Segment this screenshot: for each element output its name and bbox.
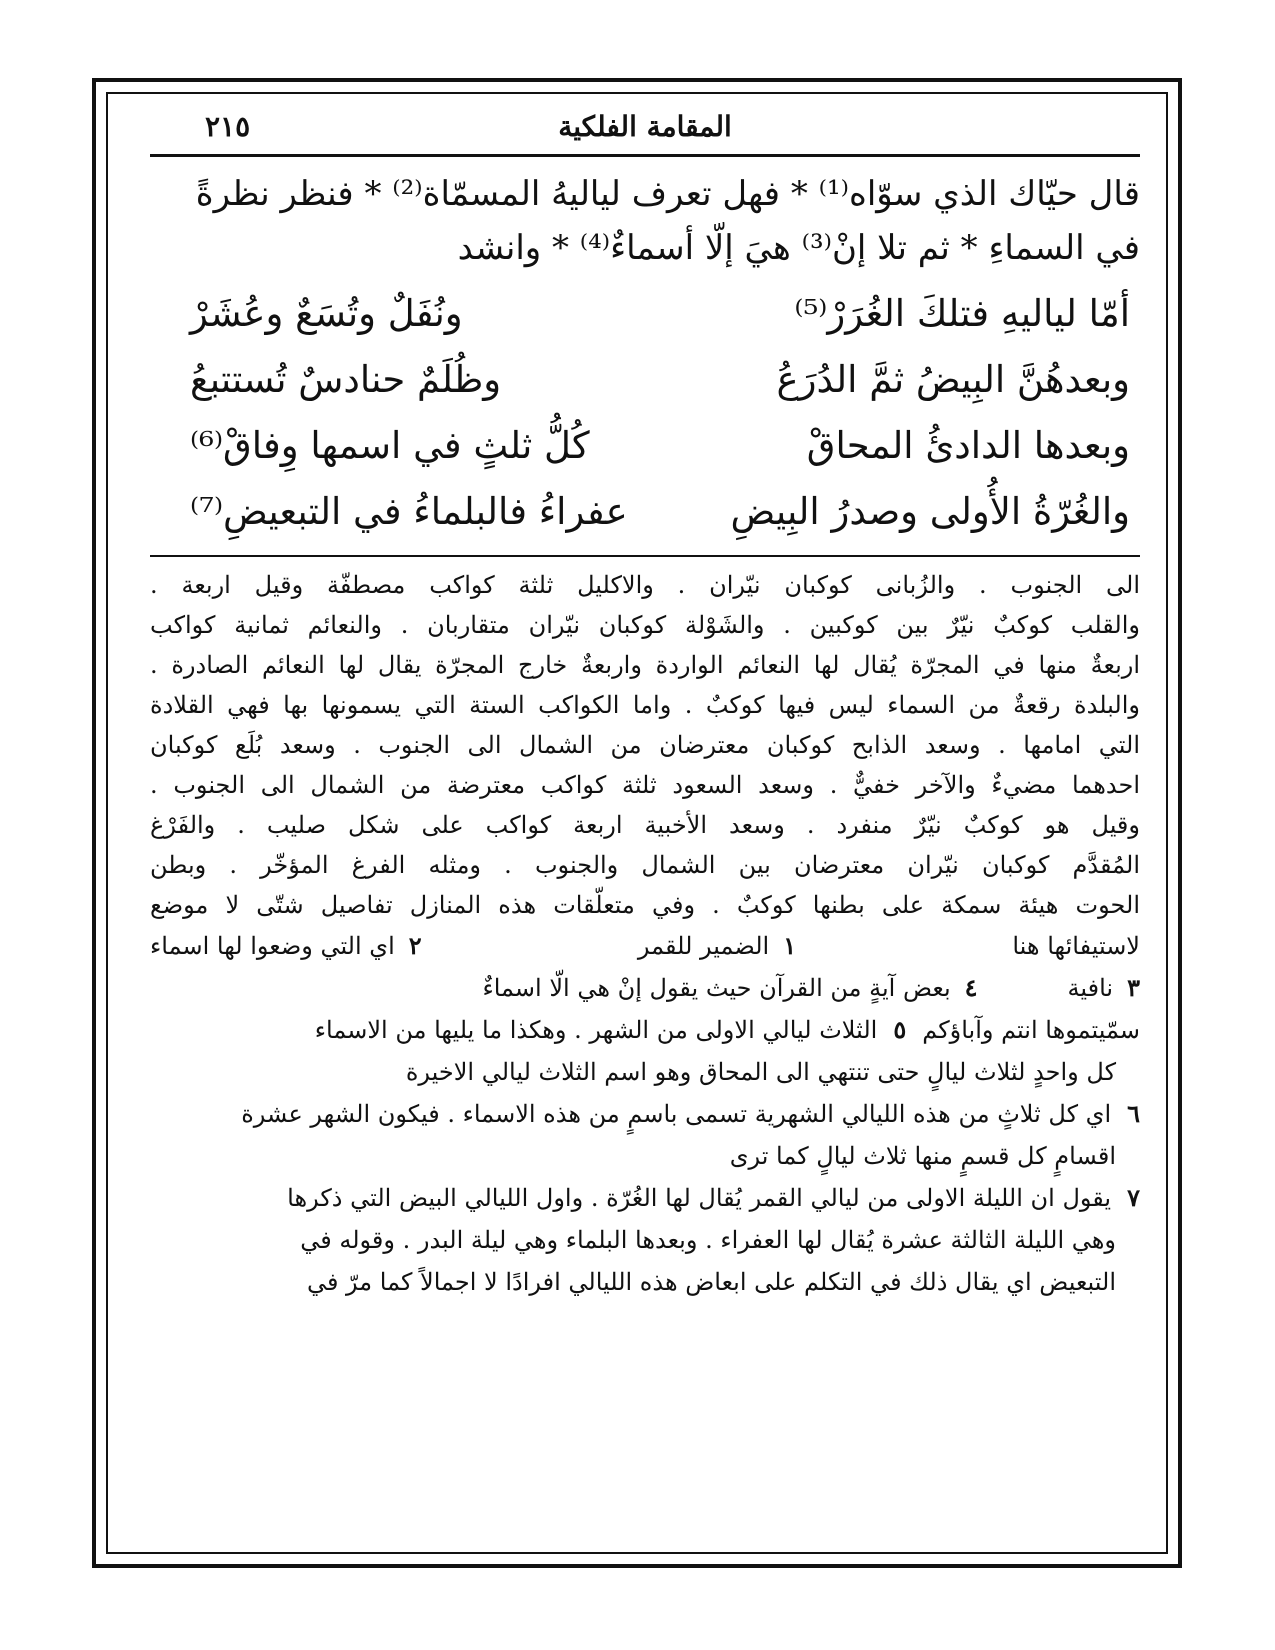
note-line: الى الجنوب . والزُبانى كوكبان نيّران . والاكليل ثلثة كواكب مصطفّة وقيل اربعة . xyxy=(150,571,1140,599)
footnote-number: ٣ xyxy=(1127,973,1140,1002)
verse-second-hemistich: عفراءُ فالبلماءُ في التبعيضِ⁽⁷⁾ xyxy=(190,490,628,533)
footnote-text: اي كل ثلاثٍ من هذه الليالي الشهرية تسمى باسمٍ من هذه الاسماء . فيكون الشهر عشرة xyxy=(241,1100,1112,1128)
footnote-number: ٢ xyxy=(408,931,422,960)
footnote-separator xyxy=(150,555,1140,557)
header-rule xyxy=(150,154,1140,157)
footnote-number: ٥ xyxy=(893,1015,907,1044)
verse-first-hemistich: وبعدهُنَّ البِيضُ ثمَّ الدُرَعُ xyxy=(776,358,1130,401)
footnote-text: الضمير للقمر xyxy=(637,932,770,960)
footnote-text: يقول ان الليلة الاولى من ليالي القمر يُقال لها الغُرّة . واول الليالي البيض التي ذكرها xyxy=(287,1184,1112,1212)
prose-line: قال حيّاك الذي سوّاه⁽¹⁾ * فهل تعرف لياليهُ المسمّاة⁽²⁾ * فنظر نظرةً xyxy=(195,174,1140,214)
footnote-6 xyxy=(150,1093,1140,1177)
prose-paragraph xyxy=(150,167,1140,275)
running-header xyxy=(150,108,1140,154)
verse-first-hemistich: والغُرّةُ الأُولى وصدرُ البِيضِ xyxy=(730,490,1130,533)
verse-second-hemistich: كُلُّ ثلثٍ في اسمها وِفاقْ⁽⁶⁾ xyxy=(190,424,590,467)
footnote-number: ٤ xyxy=(964,973,978,1002)
note-line: لاستيفائها هنا xyxy=(1012,932,1140,960)
footnote-text-continued: التبعيض اي يقال ذلك في التكلم على ابعاض هذه الليالي افرادًا لا اجمالاً كما مرّ في xyxy=(306,1268,1116,1296)
footnote-4 xyxy=(482,967,977,1009)
chapter-title: المقامة الفلكية xyxy=(558,110,732,143)
footnote-row xyxy=(150,925,1140,967)
note-line: اربعةٌ منها في المجرّة يُقال لها النعائم الواردة واربعةٌ خارج المجرّة يقال لها النعائم الصادرة . xyxy=(150,651,1140,679)
footnote-1 xyxy=(638,925,796,967)
verse-second-hemistich: وظُلَمٌ حنادسٌ تُستتبعُ xyxy=(190,358,502,401)
footnote-text-continued: وهي الليلة الثالثة عشرة يُقال لها العفراء . وبعدها البلماء وهي ليلة البدر . وقوله في xyxy=(300,1226,1116,1254)
poem-verse xyxy=(150,347,1140,413)
note-line: والقلب كوكبٌ نيّرٌ بين كوكبين . والشَوْلة كوكبان نيّران متقاربان . والنعائم ثمانية كواكب xyxy=(150,611,1140,639)
book-page xyxy=(150,108,1140,1528)
note-line: التي امامها . وسعد الذابح كوكبان معترضان من الشمال الى الجنوب . وسعد بُلَع كوكبان xyxy=(150,731,1140,759)
footnote-text: نافية xyxy=(1067,974,1114,1002)
poem xyxy=(150,281,1140,545)
note-line: الحوت هيئة سمكة على بطنها كوكبٌ . وفي متعلّقات هذه المنازل تفاصيل شتّى لا موضع xyxy=(150,891,1140,919)
footnote-line xyxy=(150,1177,1140,1219)
footnote-row xyxy=(150,967,1140,1009)
footnote-7 xyxy=(150,1177,1140,1303)
footnote-line xyxy=(150,1093,1140,1135)
footnote-3 xyxy=(1068,967,1140,1009)
page-number: ٢١٥ xyxy=(205,110,251,143)
poem-verse xyxy=(150,479,1140,545)
footnote-text: بعض آيةٍ من القرآن حيث يقول إنْ هي الّا اسماءٌ xyxy=(482,974,951,1002)
footnote-number: ٧ xyxy=(1127,1183,1140,1212)
poem-verse xyxy=(150,281,1140,347)
footnote-text-continued: كل واحدٍ لثلاث ليالٍ حتى تنتهي الى المحاق وهو اسم الثلاث ليالي الاخيرة xyxy=(405,1058,1116,1086)
note-line: والبلدة رقعةٌ من السماء ليس فيها كوكبٌ . واما الكواكب الستة التي يسمونها بها فهي القلادة xyxy=(150,691,1140,719)
note-line: وقيل هو كوكبٌ نيّرٌ منفرد . وسعد الأخبية اربعة كواكب على شكل صليب . والفَرْغ xyxy=(150,811,1140,839)
footnote-2 xyxy=(150,925,422,967)
footnote-4-continued: سمّيتموها انتم وآباؤكم xyxy=(922,1016,1140,1044)
continued-note-text xyxy=(150,565,1140,925)
verse-first-hemistich: أمّا لياليهِ فتلكَ الغُرَرْ⁽⁵⁾ xyxy=(794,292,1130,335)
note-line: احدهما مضيءٌ والآخر خفيٌّ . وسعد السعود ثلثة كواكب معترضة من الشمال الى الجنوب . xyxy=(150,771,1140,799)
footnote-text: اي التي وضعوا لها اسماء xyxy=(150,932,395,960)
poem-verse xyxy=(150,413,1140,479)
footnote-number: ١ xyxy=(783,931,797,960)
footnote-text: الثلاث ليالي الاولى من الشهر . وهكذا ما يليها من الاسماء xyxy=(314,1016,878,1044)
verse-second-hemistich: ونُفَلٌ وتُسَعٌ وعُشَرْ xyxy=(190,292,463,335)
prose-line: في السماءِ * ثم تلا إنْ⁽³⁾ هيَ إلّا أسماءٌ⁽⁴⁾ * وانشد xyxy=(457,228,1140,268)
note-line: المُقدَّم كوكبان نيّران معترضان بين الشمال والجنوب . ومثله الفرغ المؤخّر . وبطن xyxy=(150,851,1140,879)
footnote-number: ٦ xyxy=(1127,1099,1140,1128)
verse-first-hemistich: وبعدها الدادئُ المحاقْ xyxy=(806,424,1130,467)
footnote-5 xyxy=(150,1009,1140,1093)
footnote-text-continued: اقسامٍ كل قسمٍ منها ثلاث ليالٍ كما ترى xyxy=(729,1142,1116,1170)
footnote-line xyxy=(150,1009,1140,1051)
